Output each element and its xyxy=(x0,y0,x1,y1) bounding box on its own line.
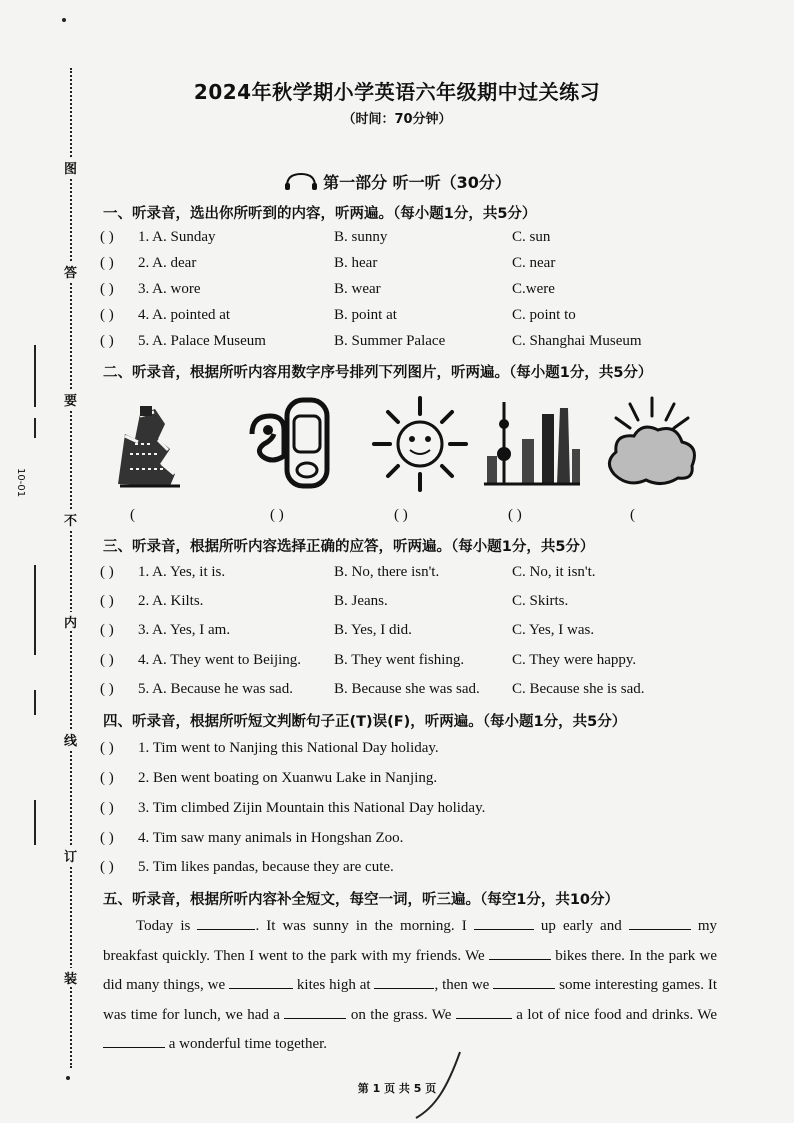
option-c: C. No, it isn't. xyxy=(512,564,596,580)
option-a: 4. A. They went to Beijing. xyxy=(138,652,302,668)
option-c: C. sun xyxy=(512,229,551,245)
option-c: C.were xyxy=(512,281,555,297)
picture-row xyxy=(110,394,710,504)
option-c: C. Because she is sad. xyxy=(512,681,645,697)
option-a: 1. A. Sunday xyxy=(138,229,216,245)
order-bracket[interactable]: ( xyxy=(630,507,635,523)
option-b: B. Yes, I did. xyxy=(334,622,412,638)
order-bracket[interactable]: ( ) xyxy=(270,507,284,523)
question-row xyxy=(100,281,740,303)
binding-char: 答 xyxy=(64,262,77,281)
option-b: B. Summer Palace xyxy=(334,333,446,349)
cloud-picture xyxy=(602,394,702,494)
question-row xyxy=(100,652,740,674)
option-c: C. Skirts. xyxy=(512,593,569,609)
blank-5[interactable] xyxy=(229,974,293,989)
statement-text: 1. Tim went to Nanjing this National Day holiday. xyxy=(138,740,439,756)
side-stamp: 10-01 xyxy=(15,468,26,498)
answer-bracket[interactable]: ( ) xyxy=(100,681,114,697)
answer-bracket[interactable]: ( ) xyxy=(100,622,114,638)
blank-1[interactable] xyxy=(197,915,255,930)
option-a: 3. A. Yes, I am. xyxy=(138,622,231,638)
part-heading xyxy=(0,170,794,193)
question-row xyxy=(100,333,740,355)
option-c: C. Shanghai Museum xyxy=(512,333,642,349)
blank-10[interactable] xyxy=(103,1033,165,1048)
option-b: B. sunny xyxy=(334,229,388,245)
option-a: 5. A. Palace Museum xyxy=(138,333,266,349)
binding-char: 装 xyxy=(64,968,77,987)
blank-8[interactable] xyxy=(284,1004,346,1019)
statement-row xyxy=(100,770,740,792)
section-heading: 五、听录音，根据所听内容补全短文，每空一词，听三遍。（每空1分，共10分） xyxy=(103,892,620,908)
cloze-passage: Today is . It was sunny in the morning. I up early and my breakfast quickly. Then I went to the park with my friends. We bikes there. In the park we did many things, we kites high at , then we some interesting games. It was time for lunch, we had a on the grass. We a lot of nice food and drinks. We a wonderful time together. xyxy=(103,912,717,1060)
option-a: 5. A. Because he was sad. xyxy=(138,681,293,697)
section-heading: 四、听录音，根据所听短文判断句子正(T)误(F)，听两遍。（每小题1分，共5分） xyxy=(103,714,627,730)
margin-mark xyxy=(34,690,36,715)
option-c: C. Yes, I was. xyxy=(512,622,595,638)
answer-bracket[interactable]: ( ) xyxy=(100,800,114,816)
question-row xyxy=(100,255,740,277)
question-row xyxy=(100,307,740,329)
statement-row xyxy=(100,830,740,852)
answer-bracket[interactable]: ( ) xyxy=(100,652,114,668)
option-a: 4. A. pointed at xyxy=(138,307,231,323)
sun-picture xyxy=(370,394,470,494)
question-row xyxy=(100,681,740,703)
answer-bracket[interactable]: ( ) xyxy=(100,830,114,846)
statement-row xyxy=(100,800,740,822)
answer-bracket[interactable]: ( ) xyxy=(100,564,114,580)
shanghai-skyline-picture xyxy=(482,394,582,494)
option-b: B. No, there isn't. xyxy=(334,564,440,580)
section-heading: 三、听录音，根据所听内容选择正确的应答，听两遍。（每小题1分，共5分） xyxy=(103,539,595,555)
answer-bracket[interactable]: ( ) xyxy=(100,770,114,786)
order-bracket[interactable]: ( xyxy=(130,507,135,523)
headphones-icon xyxy=(283,170,319,192)
statement-text: 3. Tim climbed Zijin Mountain this National Day holiday. xyxy=(138,800,486,816)
section-heading: 一、听录音，选出你所听到的内容，听两遍。（每小题1分，共5分） xyxy=(103,206,537,222)
binding-char: 图 xyxy=(64,158,77,177)
mobile-phone-picture xyxy=(242,394,342,494)
option-c: C. near xyxy=(512,255,556,271)
binding-char: 要 xyxy=(64,390,77,409)
statement-row xyxy=(100,859,740,881)
margin-mark xyxy=(34,418,36,438)
option-a: 2. A. Kilts. xyxy=(138,593,204,609)
blank-2[interactable] xyxy=(474,915,534,930)
section-heading: 二、听录音，根据所听内容用数字序号排列下列图片，听两遍。（每小题1分，共5分） xyxy=(103,365,653,381)
answer-bracket[interactable]: ( ) xyxy=(100,593,114,609)
question-row xyxy=(100,622,740,644)
answer-bracket[interactable]: ( ) xyxy=(100,281,114,297)
option-b: B. hear xyxy=(334,255,378,271)
option-a: 2. A. dear xyxy=(138,255,197,271)
blank-9[interactable] xyxy=(456,1004,512,1019)
great-wall-picture xyxy=(110,394,210,494)
option-a: 3. A. wore xyxy=(138,281,201,297)
binding-char: 内 xyxy=(64,612,77,631)
answer-bracket[interactable]: ( ) xyxy=(100,740,114,756)
statement-text: 4. Tim saw many animals in Hongshan Zoo. xyxy=(138,830,404,846)
option-b: B. They went fishing. xyxy=(334,652,465,668)
option-c: C. They were happy. xyxy=(512,652,637,668)
option-c: C. point to xyxy=(512,307,576,323)
blank-7[interactable] xyxy=(493,974,555,989)
exam-duration: （时间：70分钟） xyxy=(342,112,452,127)
binding-char: 不 xyxy=(64,510,77,529)
question-row xyxy=(100,229,740,251)
page-number: 第 1 页 共 5 页 xyxy=(357,1082,437,1095)
question-row xyxy=(100,593,740,615)
binding-char: 线 xyxy=(64,730,77,749)
option-b: B. Because she was sad. xyxy=(334,681,480,697)
part-title: 第一部分 听一听（30分） xyxy=(323,173,511,192)
blank-6[interactable] xyxy=(374,974,434,989)
binding-line xyxy=(70,68,72,1068)
blank-3[interactable] xyxy=(629,915,691,930)
option-a: 1. A. Yes, it is. xyxy=(138,564,226,580)
option-b: B. wear xyxy=(334,281,381,297)
order-bracket[interactable]: ( ) xyxy=(394,507,408,523)
answer-bracket[interactable]: ( ) xyxy=(100,333,114,349)
statement-text: 5. Tim likes pandas, because they are cute. xyxy=(138,859,394,875)
answer-bracket[interactable]: ( ) xyxy=(100,255,114,271)
margin-mark xyxy=(34,800,36,845)
answer-bracket[interactable]: ( ) xyxy=(100,307,114,323)
margin-dot xyxy=(62,18,66,22)
page-title: 2024年秋学期小学英语六年级期中过关练习 xyxy=(193,80,601,104)
option-b: B. Jeans. xyxy=(334,593,388,609)
order-bracket[interactable]: ( ) xyxy=(508,507,522,523)
answer-bracket[interactable]: ( ) xyxy=(100,859,114,875)
option-b: B. point at xyxy=(334,307,397,323)
answer-bracket[interactable]: ( ) xyxy=(100,229,114,245)
statement-row xyxy=(100,740,740,762)
binding-char: 订 xyxy=(64,846,77,865)
statement-text: 2. Ben went boating on Xuanwu Lake in Nanjing. xyxy=(138,770,438,786)
margin-mark xyxy=(34,345,36,407)
margin-mark xyxy=(34,565,36,655)
question-row xyxy=(100,564,740,586)
blank-4[interactable] xyxy=(489,945,551,960)
